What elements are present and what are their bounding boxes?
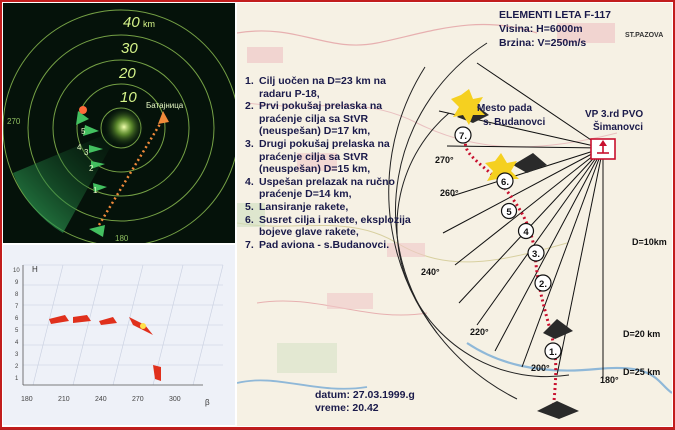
event-list xyxy=(245,75,420,251)
svg-text:7: 7 xyxy=(15,304,19,310)
range-label-20: 20 xyxy=(119,65,136,82)
bearing-270: 270° xyxy=(435,155,454,165)
marker-7: 7. xyxy=(459,131,467,142)
date-time-block xyxy=(315,389,415,415)
plot-y-axis-label: H xyxy=(32,265,38,274)
svg-text:1: 1 xyxy=(15,376,19,382)
seq-1: 1 xyxy=(93,186,98,195)
marker-5: 5 xyxy=(506,207,512,218)
bearing-220: 220° xyxy=(470,327,489,337)
marker-2: 2. xyxy=(539,279,547,290)
height-plot xyxy=(3,245,235,425)
event-item: 5. Lansiranje rakete, xyxy=(245,200,349,213)
marker-1: 1. xyxy=(549,347,557,358)
seq-3: 3 xyxy=(84,148,89,157)
bearing-label-270: 270 xyxy=(7,117,21,126)
town-label: ST.PAZOVA xyxy=(625,32,664,39)
seq-2: 2 xyxy=(89,164,94,173)
distance-10km: D=10km xyxy=(632,237,667,247)
svg-text:180: 180 xyxy=(21,396,33,403)
bearing-260: 260° xyxy=(440,188,459,198)
crash-site-label-2: s. Budanovci xyxy=(483,117,546,128)
height-bearing-plot xyxy=(3,245,235,425)
station-label: Батајница xyxy=(146,101,184,110)
y-ticks xyxy=(13,268,20,382)
plot-hit-icon xyxy=(140,323,146,329)
svg-text:4: 4 xyxy=(15,340,19,346)
header-altitude: Visina: H=6000m xyxy=(499,23,583,35)
radar-center-glow xyxy=(104,107,144,147)
distance-20km: D=20 km xyxy=(623,329,661,339)
range-unit: km xyxy=(143,19,155,29)
bearing-180: 180° xyxy=(600,375,619,385)
sam-battery-icon xyxy=(591,139,615,159)
event-item: 4. Uspešan prelazak na ručno praćenje D=14 km, xyxy=(245,175,395,201)
event-item: 2. Prvi pokušaj prelaska na praćenje cilja sa StVR (neuspešan) D=17 km, xyxy=(245,100,383,138)
svg-text:5: 5 xyxy=(15,328,19,334)
marker-6: 6. xyxy=(501,177,509,188)
event-item: 1. Cilj uočen na D=23 km na radaru P-18, xyxy=(245,75,386,100)
bearing-200: 200° xyxy=(531,363,550,373)
svg-text:3: 3 xyxy=(15,352,19,358)
svg-text:300: 300 xyxy=(169,396,181,403)
marker-4: 4 xyxy=(523,227,529,238)
battery-label-1: VP 3.rd PVO xyxy=(585,109,644,120)
event-item: 6. Susret cilja i rakete, eksplozija bojeve glave rakete, xyxy=(245,213,411,239)
event-item: 7. Pad aviona - s.Budanovci. xyxy=(245,238,390,251)
header-title: ELEMENTI LETA F-117 xyxy=(499,9,612,21)
event-time: vreme: 20.42 xyxy=(315,402,379,414)
svg-text:240: 240 xyxy=(95,396,107,403)
radar-scope-panel xyxy=(3,3,235,243)
battery-label-2: Šimanovci xyxy=(593,122,644,133)
svg-text:2: 2 xyxy=(15,364,19,370)
flight-elements-header xyxy=(499,8,611,50)
x-ticks xyxy=(21,396,181,403)
range-label-30: 30 xyxy=(121,40,138,57)
marker-3: 3. xyxy=(532,249,540,260)
radar-scope xyxy=(3,3,235,243)
seq-4: 4 xyxy=(77,143,82,152)
bearing-240: 240° xyxy=(421,267,440,277)
svg-text:9: 9 xyxy=(15,280,19,286)
plot-x-axis-label: β xyxy=(205,398,210,407)
seq-5: 5 xyxy=(81,127,86,136)
range-label-40: 40 xyxy=(123,14,140,31)
bearing-label-180: 180 xyxy=(115,234,129,243)
distance-25km: D=25 km xyxy=(623,367,661,377)
map-panel xyxy=(237,3,672,426)
svg-text:270: 270 xyxy=(132,396,144,403)
crash-site-label-1: Mesto pada xyxy=(477,103,533,114)
svg-text:8: 8 xyxy=(15,292,19,298)
event-date: datum: 27.03.1999.g xyxy=(315,389,415,401)
range-label-10: 10 xyxy=(120,89,137,106)
svg-text:6: 6 xyxy=(15,316,19,322)
header-speed: Brzina: V=250m/s xyxy=(499,37,587,49)
svg-text:210: 210 xyxy=(58,396,70,403)
hit-flash-icon xyxy=(79,106,87,114)
event-item: 3. Drugi pokušaj prelaska na praćenje cilja sa StVR (neuspešan) D=15 km, xyxy=(245,137,390,176)
svg-text:10: 10 xyxy=(13,268,20,274)
